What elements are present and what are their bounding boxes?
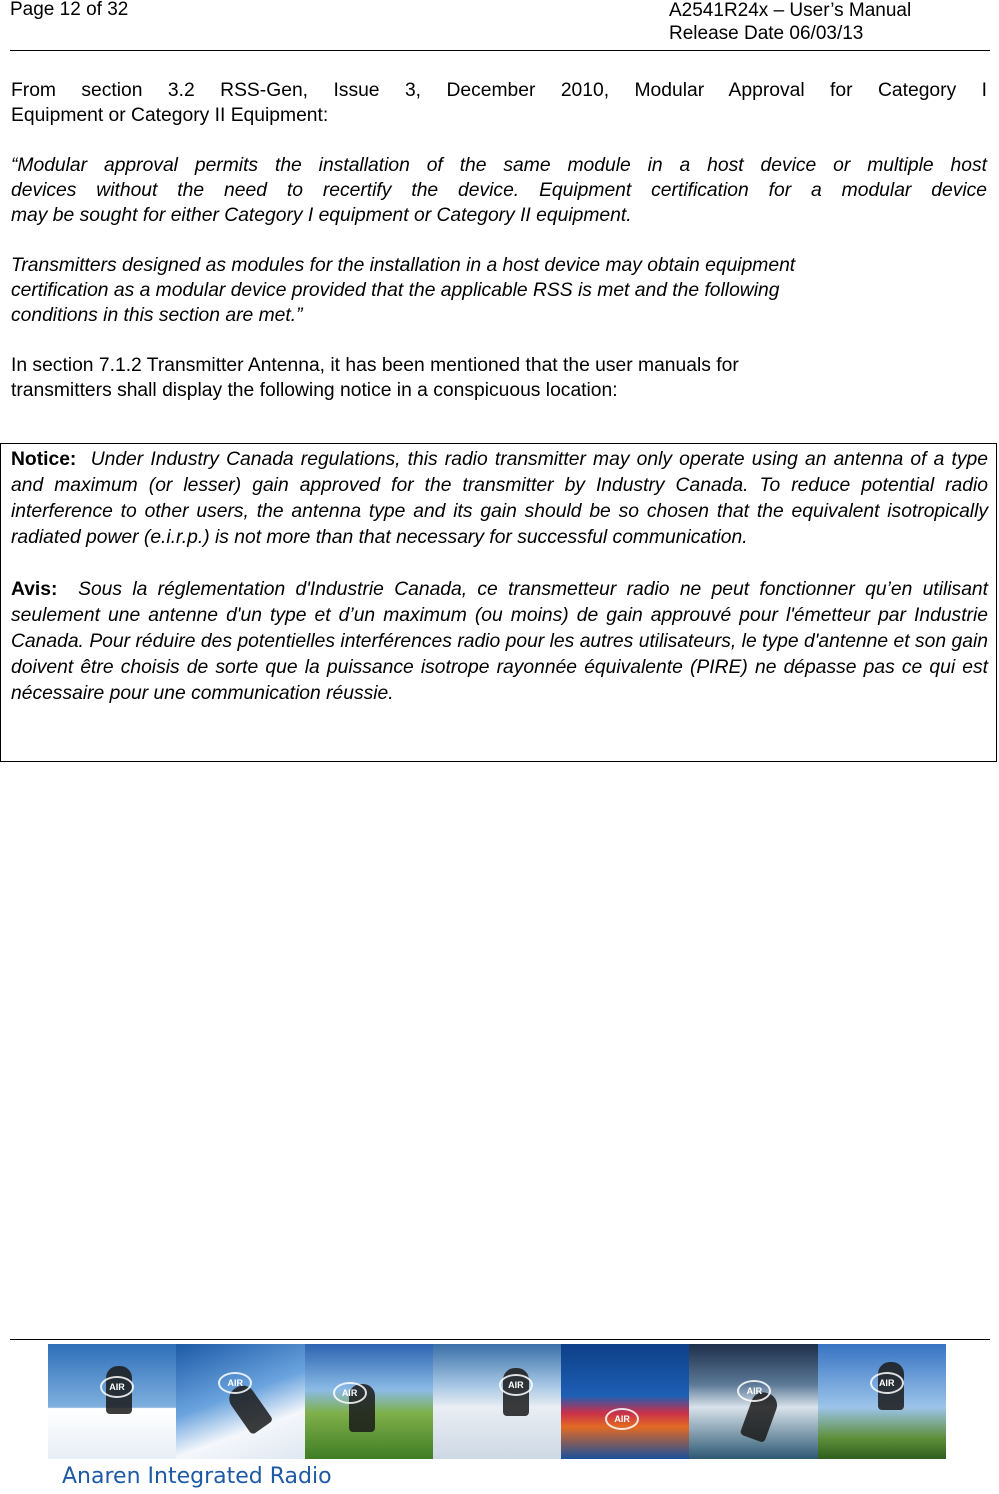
- page-number: Page 12 of 32: [10, 0, 129, 20]
- avis-text: Sous la réglementation d'Industrie Canada, ce transmetteur radio ne peut fonctionner qu’en utilisant seulement une antenne d'un type et d’un maximum (ou moins) de gain approuvé pour l'émetteur par Industrie Canada. Pour réduire des potentielles interférences radio pour les autres utilisateurs, le type d'antenne et son gain doivent être choisis de sorte que la puissance isotrope rayonnée équivalente (PIRE) ne dépasse pas ce qui est nécessaire pour une communication réussie.: [11, 579, 989, 704]
- banner-tile-skier: [176, 1344, 304, 1459]
- intro-line-2: Equipment or Category II Equipment:: [11, 105, 329, 126]
- banner-tile-snowboarder: [433, 1344, 561, 1459]
- banner-tile-jumper: [818, 1344, 946, 1459]
- avis-label: Avis:: [11, 579, 58, 600]
- notice-text: Under Industry Canada regulations, this radio transmitter may only operate using an antenna of a type and maximum (or lesser) gain approved for the transmitter by Industry Canada. To reduce potential radio interference to other users, the antenna type and its gain should be so chosen that the equivalent isotropically radiated power (e.i.r.p.) is not more than that necessary for successful communication.: [11, 449, 988, 548]
- quote-line-6: conditions in this section are met.”: [11, 305, 303, 326]
- quote-line-4: Transmitters designed as modules for the installation in a host device may obtain equipment: [11, 255, 796, 276]
- air-logo-icon: AIR: [100, 1376, 134, 1398]
- release-date: Release Date 06/03/13: [669, 23, 864, 44]
- air-logo-icon: AIR: [218, 1372, 252, 1394]
- footer-divider: [10, 1339, 990, 1340]
- air-logo-icon: AIR: [333, 1382, 367, 1404]
- company-brand: Anaren Integrated Radio: [62, 1464, 332, 1489]
- document-body: [11, 78, 987, 428]
- page-header: [10, 0, 990, 51]
- footer-banner-image: [48, 1344, 946, 1459]
- quote-line-2: devices without the need to recertify the device. Equipment certification for a modular device: [11, 180, 987, 201]
- banner-tile-cyclist: [305, 1344, 433, 1459]
- notice-label: Notice:: [11, 449, 77, 470]
- air-logo-icon: AIR: [499, 1374, 533, 1396]
- notice-french: [11, 577, 988, 707]
- document-title: A2541R24x – User’s Manual: [669, 0, 912, 21]
- notice-english: [11, 447, 988, 551]
- regulatory-notice-box: [0, 443, 997, 762]
- air-logo-icon: AIR: [737, 1380, 771, 1402]
- section-line-1: In section 7.1.2 Transmitter Antenna, it has been mentioned that the user manuals for: [11, 355, 739, 376]
- air-logo-icon: AIR: [870, 1372, 904, 1394]
- banner-tile-kayaker: [689, 1344, 817, 1459]
- banner-tile-windsurfer: [561, 1344, 689, 1459]
- intro-line-1: From section 3.2 RSS-Gen, Issue 3, December 2010, Modular Approval for Category I: [11, 80, 987, 101]
- banner-tile-skateboarder: [48, 1344, 176, 1459]
- quote-line-1: “Modular approval permits the installation of the same module in a host device or multiple host: [11, 155, 987, 176]
- document-info: [669, 0, 911, 45]
- quote-line-3: may be sought for either Category I equipment or Category II equipment.: [11, 205, 632, 226]
- section-line-2: transmitters shall display the following notice in a conspicuous location:: [11, 380, 618, 401]
- air-logo-icon: AIR: [605, 1408, 639, 1430]
- quote-line-5: certification as a modular device provided that the applicable RSS is met and the following: [11, 280, 780, 301]
